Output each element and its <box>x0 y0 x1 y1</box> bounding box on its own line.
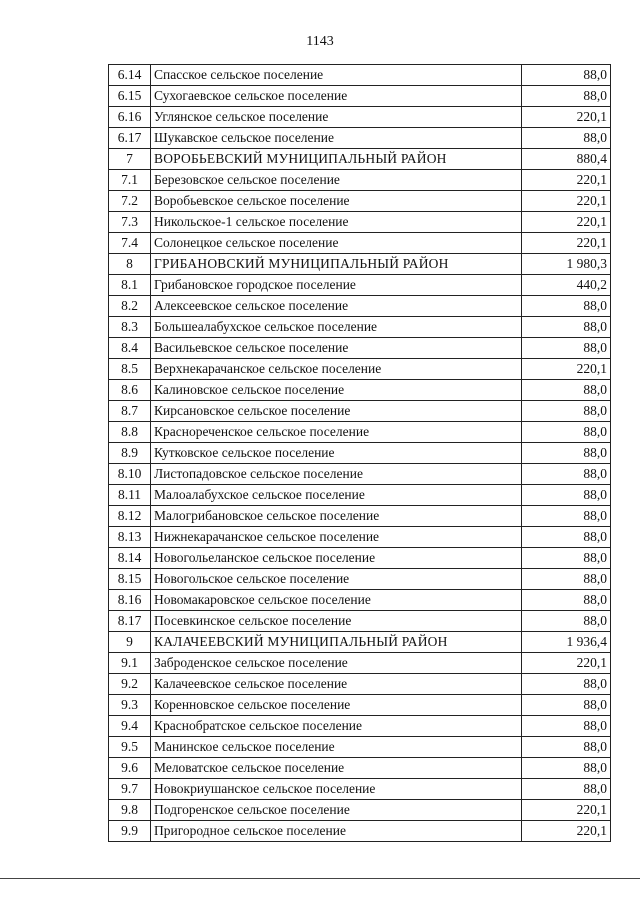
row-number-cell: 8.5 <box>109 359 151 380</box>
settlement-name-cell: Спасское сельское поселение <box>151 65 522 86</box>
row-number-cell: 7.2 <box>109 191 151 212</box>
settlement-row <box>109 422 611 443</box>
settlement-name-cell: Краснореченское сельское поселение <box>151 422 522 443</box>
settlement-name-cell: Подгоренское сельское поселение <box>151 800 522 821</box>
row-number-cell: 8.17 <box>109 611 151 632</box>
amount-cell: 220,1 <box>522 653 611 674</box>
amount-cell: 220,1 <box>522 170 611 191</box>
amount-cell: 88,0 <box>522 296 611 317</box>
settlement-row <box>109 737 611 758</box>
page-bottom-divider <box>0 878 640 879</box>
row-number-cell: 9.7 <box>109 779 151 800</box>
settlement-name-cell: Посевкинское сельское поселение <box>151 611 522 632</box>
row-number-cell: 8.13 <box>109 527 151 548</box>
settlement-row <box>109 464 611 485</box>
amount-cell: 88,0 <box>522 590 611 611</box>
settlement-name-cell: Листопадовское сельское поселение <box>151 464 522 485</box>
amount-cell: 220,1 <box>522 107 611 128</box>
amount-cell: 220,1 <box>522 821 611 842</box>
amount-cell: 88,0 <box>522 779 611 800</box>
amount-cell: 220,1 <box>522 233 611 254</box>
settlement-row <box>109 590 611 611</box>
row-number-cell: 8.1 <box>109 275 151 296</box>
row-number-cell: 9.3 <box>109 695 151 716</box>
row-number-cell: 8.6 <box>109 380 151 401</box>
settlement-row <box>109 170 611 191</box>
settlement-name-cell: Коренновское сельское поселение <box>151 695 522 716</box>
settlement-name-cell: Краснобратское сельское поселение <box>151 716 522 737</box>
row-number-cell: 8.14 <box>109 548 151 569</box>
settlement-name-cell: Малоалабухское сельское поселение <box>151 485 522 506</box>
settlement-row <box>109 191 611 212</box>
settlement-name-cell: Березовское сельское поселение <box>151 170 522 191</box>
row-number-cell: 8.8 <box>109 422 151 443</box>
settlement-row <box>109 107 611 128</box>
row-number-cell: 6.14 <box>109 65 151 86</box>
amount-cell: 220,1 <box>522 212 611 233</box>
row-number-cell: 7.1 <box>109 170 151 191</box>
amount-cell: 1 980,3 <box>522 254 611 275</box>
row-number-cell: 9.8 <box>109 800 151 821</box>
amount-cell: 220,1 <box>522 800 611 821</box>
settlement-name-cell: Калачеевское сельское поселение <box>151 674 522 695</box>
settlement-name-cell: Пригородное сельское поселение <box>151 821 522 842</box>
settlement-row <box>109 569 611 590</box>
row-number-cell: 8.16 <box>109 590 151 611</box>
row-number-cell: 9.2 <box>109 674 151 695</box>
row-number-cell: 8.7 <box>109 401 151 422</box>
settlement-row <box>109 716 611 737</box>
settlement-row <box>109 212 611 233</box>
district-row <box>109 632 611 653</box>
settlement-row <box>109 695 611 716</box>
row-number-cell: 7.3 <box>109 212 151 233</box>
district-name-cell: КАЛАЧЕЕВСКИЙ МУНИЦИПАЛЬНЫЙ РАЙОН <box>151 632 522 653</box>
settlement-row <box>109 653 611 674</box>
row-number-cell: 7.4 <box>109 233 151 254</box>
district-row <box>109 254 611 275</box>
row-number-cell: 8.4 <box>109 338 151 359</box>
settlement-row <box>109 401 611 422</box>
row-number-cell: 8.10 <box>109 464 151 485</box>
settlement-row <box>109 611 611 632</box>
settlement-name-cell: Манинское сельское поселение <box>151 737 522 758</box>
district-name-cell: ВОРОБЬЕВСКИЙ МУНИЦИПАЛЬНЫЙ РАЙОН <box>151 149 522 170</box>
amount-cell: 88,0 <box>522 527 611 548</box>
row-number-cell: 9.9 <box>109 821 151 842</box>
settlement-name-cell: Меловатское сельское поселение <box>151 758 522 779</box>
amount-cell: 88,0 <box>522 569 611 590</box>
amount-cell: 88,0 <box>522 443 611 464</box>
settlement-name-cell: Заброденское сельское поселение <box>151 653 522 674</box>
row-number-cell: 6.16 <box>109 107 151 128</box>
settlement-name-cell: Новогольеланское сельское поселение <box>151 548 522 569</box>
amount-cell: 88,0 <box>522 380 611 401</box>
settlement-name-cell: Воробьевское сельское поселение <box>151 191 522 212</box>
amount-cell: 88,0 <box>522 485 611 506</box>
district-name-cell: ГРИБАНОВСКИЙ МУНИЦИПАЛЬНЫЙ РАЙОН <box>151 254 522 275</box>
row-number-cell: 6.17 <box>109 128 151 149</box>
row-number-cell: 8.15 <box>109 569 151 590</box>
settlement-row <box>109 527 611 548</box>
settlement-row <box>109 359 611 380</box>
settlement-row <box>109 548 611 569</box>
settlement-name-cell: Новомакаровское сельское поселение <box>151 590 522 611</box>
table-body <box>109 65 611 842</box>
amount-cell: 88,0 <box>522 611 611 632</box>
amount-cell: 220,1 <box>522 359 611 380</box>
row-number-cell: 6.15 <box>109 86 151 107</box>
settlement-row <box>109 758 611 779</box>
settlement-name-cell: Солонецкое сельское поселение <box>151 233 522 254</box>
row-number-cell: 7 <box>109 149 151 170</box>
amount-cell: 88,0 <box>522 65 611 86</box>
district-row <box>109 149 611 170</box>
settlement-name-cell: Большеалабухское сельское поселение <box>151 317 522 338</box>
settlement-name-cell: Васильевское сельское поселение <box>151 338 522 359</box>
amount-cell: 440,2 <box>522 275 611 296</box>
row-number-cell: 8.11 <box>109 485 151 506</box>
amount-cell: 88,0 <box>522 737 611 758</box>
amount-cell: 1 936,4 <box>522 632 611 653</box>
amount-cell: 88,0 <box>522 128 611 149</box>
settlement-row <box>109 779 611 800</box>
row-number-cell: 9.1 <box>109 653 151 674</box>
amount-cell: 88,0 <box>522 317 611 338</box>
amount-cell: 88,0 <box>522 422 611 443</box>
amount-cell: 88,0 <box>522 716 611 737</box>
settlement-row <box>109 338 611 359</box>
settlement-name-cell: Новокриушанское сельское поселение <box>151 779 522 800</box>
settlement-name-cell: Никольское-1 сельское поселение <box>151 212 522 233</box>
settlement-row <box>109 275 611 296</box>
settlement-row <box>109 233 611 254</box>
amount-cell: 220,1 <box>522 191 611 212</box>
settlement-row <box>109 800 611 821</box>
amount-cell: 88,0 <box>522 338 611 359</box>
settlement-name-cell: Шукавское сельское поселение <box>151 128 522 149</box>
row-number-cell: 8.9 <box>109 443 151 464</box>
settlement-row <box>109 674 611 695</box>
settlement-name-cell: Малогрибановское сельское поселение <box>151 506 522 527</box>
settlement-row <box>109 65 611 86</box>
settlement-row <box>109 380 611 401</box>
settlement-name-cell: Калиновское сельское поселение <box>151 380 522 401</box>
settlement-name-cell: Сухогаевское сельское поселение <box>151 86 522 107</box>
settlement-name-cell: Углянское сельское поселение <box>151 107 522 128</box>
settlement-row <box>109 506 611 527</box>
settlement-name-cell: Кутковское сельское поселение <box>151 443 522 464</box>
amount-cell: 88,0 <box>522 674 611 695</box>
amount-cell: 88,0 <box>522 758 611 779</box>
row-number-cell: 9.6 <box>109 758 151 779</box>
settlement-row <box>109 443 611 464</box>
row-number-cell: 8.12 <box>109 506 151 527</box>
settlement-name-cell: Новогольское сельское поселение <box>151 569 522 590</box>
amount-cell: 88,0 <box>522 695 611 716</box>
settlement-row <box>109 821 611 842</box>
amount-cell: 88,0 <box>522 401 611 422</box>
amount-cell: 88,0 <box>522 86 611 107</box>
settlement-row <box>109 485 611 506</box>
row-number-cell: 8.3 <box>109 317 151 338</box>
settlement-row <box>109 128 611 149</box>
amount-cell: 88,0 <box>522 548 611 569</box>
settlement-name-cell: Грибановское городское поселение <box>151 275 522 296</box>
amount-cell: 88,0 <box>522 506 611 527</box>
row-number-cell: 8 <box>109 254 151 275</box>
settlement-row <box>109 296 611 317</box>
settlement-name-cell: Верхнекарачанское сельское поселение <box>151 359 522 380</box>
budget-table <box>108 64 611 842</box>
row-number-cell: 9.5 <box>109 737 151 758</box>
amount-cell: 88,0 <box>522 464 611 485</box>
settlement-row <box>109 317 611 338</box>
settlement-name-cell: Нижнекарачанское сельское поселение <box>151 527 522 548</box>
settlement-name-cell: Кирсановское сельское поселение <box>151 401 522 422</box>
page-number: 1143 <box>306 34 334 49</box>
settlement-row <box>109 86 611 107</box>
settlement-name-cell: Алексеевское сельское поселение <box>151 296 522 317</box>
amount-cell: 880,4 <box>522 149 611 170</box>
row-number-cell: 9.4 <box>109 716 151 737</box>
row-number-cell: 8.2 <box>109 296 151 317</box>
row-number-cell: 9 <box>109 632 151 653</box>
